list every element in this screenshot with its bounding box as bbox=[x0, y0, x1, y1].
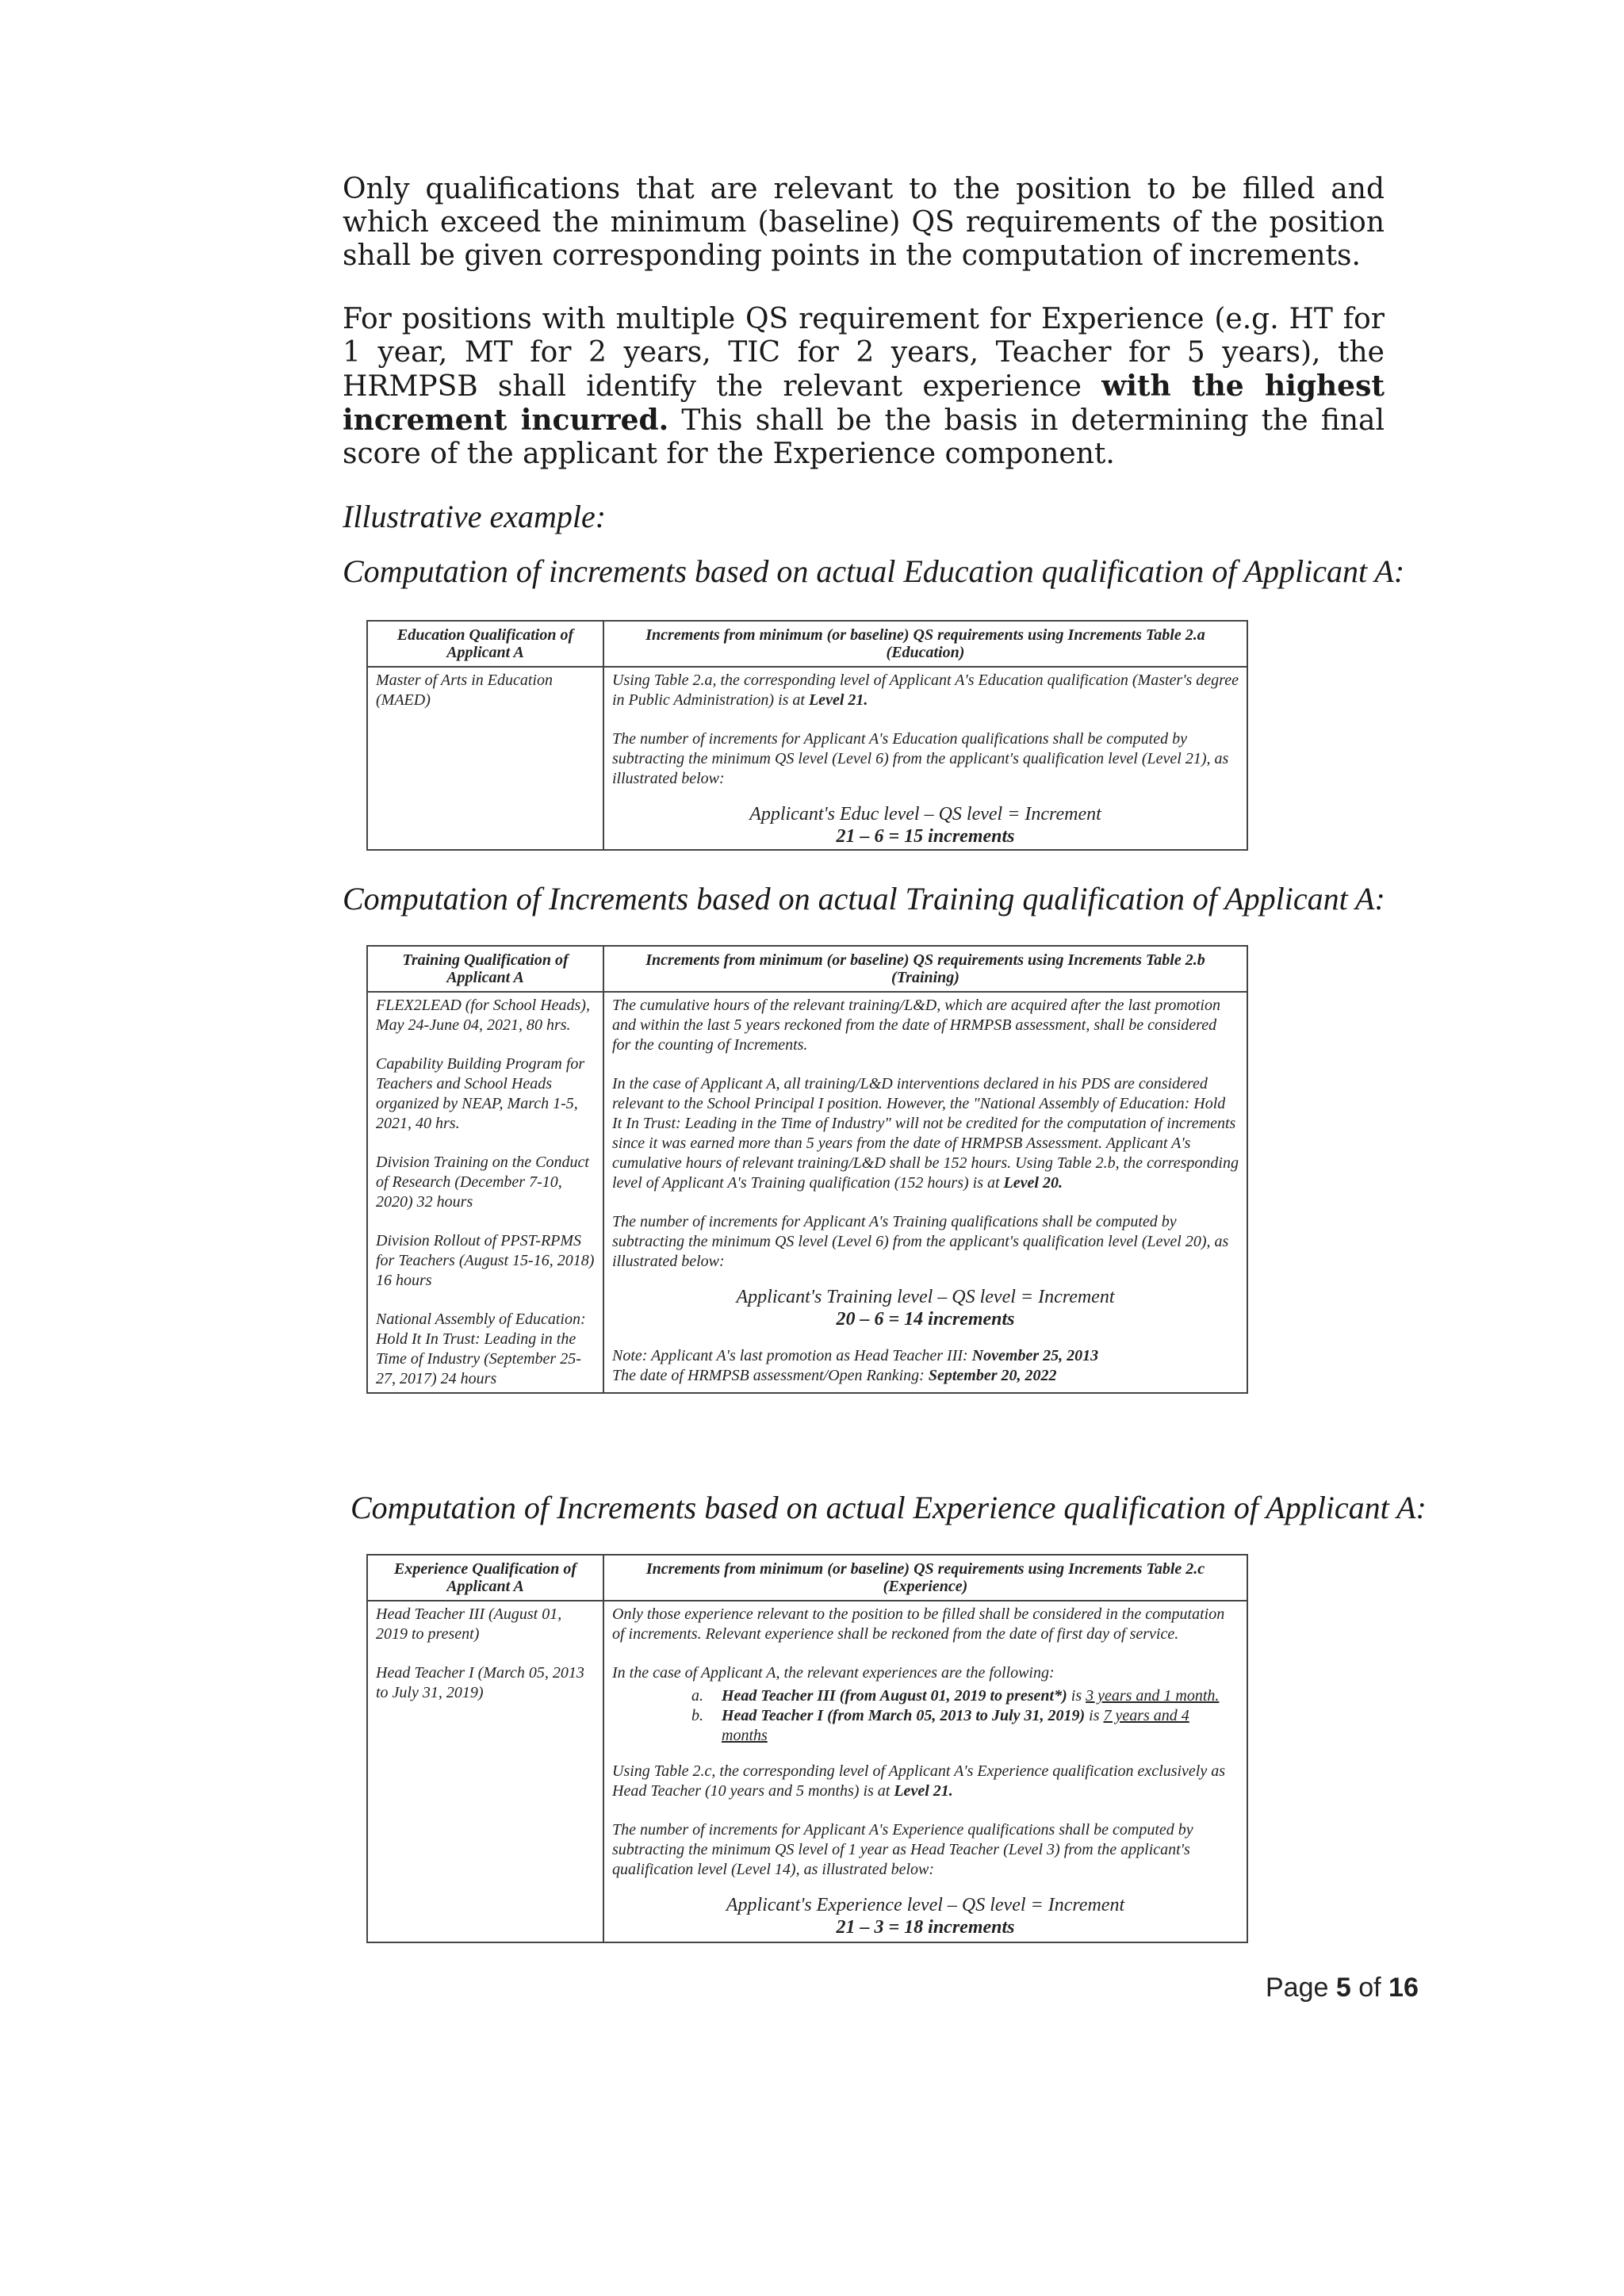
training-caption: Computation of Increments based on actual Training qualification of Applicant A: bbox=[343, 881, 1385, 916]
training-item: FLEX2LEAD (for School Heads), May 24-June 04, 2021, 80 hrs. bbox=[376, 997, 590, 1034]
education-header-right: Increments from minimum (or baseline) QS requirements using Increments Table 2.a (Education) bbox=[603, 621, 1247, 667]
experience-formula: Applicant's Experience level – QS level = Increment bbox=[726, 1895, 1125, 1915]
training-note bbox=[612, 1346, 1239, 1386]
experience-item-b-bold: Head Teacher I (from March 05, 2013 to July 31, 2019) bbox=[722, 1707, 1086, 1724]
page-number bbox=[1266, 1973, 1419, 2003]
paragraph-experience-text-1: For positions with multiple QS requirement for Experience (e.g. HT for 1 year, MT for 2 years, TIC for 2 years, Teacher for 5 years), the HRMPSB shall identify the relevant experience bbox=[343, 303, 1385, 403]
experience-item-b-is: is bbox=[1085, 1707, 1104, 1724]
education-computation-cell bbox=[603, 667, 1247, 850]
experience-header-left: Experience Qualification of Applicant A bbox=[367, 1555, 603, 1601]
education-formula: Applicant's Educ level – QS level = Increment bbox=[749, 804, 1101, 825]
paragraph-experience-bold: with the highest increment incurred. bbox=[343, 369, 1385, 437]
experience-increment-explanation: The number of increments for Applicant A's Experience qualifications shall be computed by subtracting the minimum QS level of 1 year as Head Teacher (Level 3) from the applicant's qualification level (Level 14), as illustrated below: bbox=[612, 1821, 1193, 1878]
training-header-left: Training Qualification of Applicant A bbox=[367, 946, 603, 992]
education-result: 21 – 6 = 15 increments bbox=[836, 826, 1015, 847]
training-result: 20 – 6 = 14 increments bbox=[836, 1309, 1015, 1330]
experience-list-item-a bbox=[707, 1686, 1239, 1706]
training-note-promotion-date: November 25, 2013 bbox=[971, 1347, 1099, 1364]
experience-table bbox=[366, 1554, 1248, 1943]
experience-item-a-bold: Head Teacher III (from August 01, 2019 to present*) bbox=[722, 1687, 1067, 1705]
experience-level-bold: Level 21. bbox=[894, 1782, 953, 1800]
education-level-text bbox=[612, 671, 1239, 710]
training-note-promotion-label: Note: Applicant A's last promotion as Head Teacher III: bbox=[612, 1347, 972, 1364]
intro-section bbox=[343, 173, 1385, 535]
experience-case-text: In the case of Applicant A, the relevant experiences are the following: bbox=[612, 1664, 1055, 1682]
training-header-right: Increments from minimum (or baseline) QS requirements using Increments Table 2.b (Training) bbox=[603, 946, 1247, 992]
training-note-assessment-date: September 20, 2022 bbox=[928, 1367, 1057, 1384]
training-note-assessment-label: The date of HRMPSB assessment/Open Ranking: bbox=[612, 1367, 929, 1384]
training-item: Division Rollout of PPST-RPMS for Teachers (August 15-16, 2018) 16 hours bbox=[376, 1232, 595, 1289]
page-current: 5 bbox=[1335, 1973, 1351, 2003]
training-case-text bbox=[612, 1074, 1239, 1193]
training-cumulative-hours-text: The cumulative hours of the relevant training/L&D, which are acquired after the last promotion and within the last 5 years reckoned from the date of HRMPSB assessment, shall be considered for the counting of Increments. bbox=[612, 997, 1220, 1054]
training-level-bold: Level 20. bbox=[1003, 1174, 1063, 1192]
education-header-left: Education Qualification of Applicant A bbox=[367, 621, 603, 667]
page-word: Page bbox=[1266, 1973, 1329, 2003]
training-computation-cell bbox=[603, 992, 1247, 1393]
experience-list-item-b bbox=[707, 1706, 1239, 1746]
experience-qualification-cell bbox=[367, 1601, 603, 1942]
education-level-desc: Using Table 2.a, the corresponding level of Applicant A's Education qualification (Master's degree in Public Administration) is at bbox=[612, 672, 1239, 709]
paragraph-experience-text-2: This shall be the basis in determining the final score of the applicant for the Experience component. bbox=[343, 404, 1385, 470]
experience-list bbox=[612, 1686, 1239, 1746]
experience-level-desc: Using Table 2.c, the corresponding level of Applicant A's Experience qualification exclusively as Head Teacher (10 years and 5 months) is at bbox=[612, 1762, 1226, 1800]
experience-caption: Computation of Increments based on actual Experience qualification of Applicant A: bbox=[350, 1490, 1427, 1525]
experience-level-text bbox=[612, 1762, 1239, 1801]
paragraph-experience-rule bbox=[343, 303, 1385, 471]
education-level-bold: Level 21. bbox=[808, 691, 868, 709]
training-item: Division Training on the Conduct of Research (December 7-10, 2020) 32 hours bbox=[376, 1154, 589, 1211]
education-table bbox=[366, 620, 1248, 851]
training-table bbox=[366, 945, 1248, 1394]
experience-item: Head Teacher I (March 05, 2013 to July 31, 2019) bbox=[376, 1664, 584, 1701]
experience-item-a-duration: 3 years and 1 month. bbox=[1086, 1687, 1220, 1705]
experience-item: Head Teacher III (August 01, 2019 to present) bbox=[376, 1605, 562, 1643]
experience-header-right: Increments from minimum (or baseline) QS requirements using Increments Table 2.c (Experience) bbox=[603, 1555, 1247, 1601]
experience-item-b-duration: 7 years and 4 months bbox=[722, 1707, 1189, 1744]
education-caption: Computation of increments based on actual Education qualification of Applicant A: bbox=[343, 553, 1405, 589]
training-item: Capability Building Program for Teachers and School Heads organized by NEAP, March 1-5, 2021, 40 hrs. bbox=[376, 1055, 585, 1132]
education-qualification: Master of Arts in Education (MAED) bbox=[376, 672, 553, 709]
education-qualification-cell bbox=[367, 667, 603, 850]
experience-relevance-text: Only those experience relevant to the position to be filled shall be considered in the computation of increments. Relevant experience shall be reckoned from the date of first day of service. bbox=[612, 1605, 1225, 1643]
experience-computation-cell bbox=[603, 1601, 1247, 1942]
training-increment-explanation: The number of increments for Applicant A's Training qualifications shall be computed by subtracting the minimum QS level (Level 6) from the applicant's qualification level (Level 20), as illustrated below: bbox=[612, 1213, 1229, 1270]
training-case-desc: In the case of Applicant A, all training/L&D interventions declared in his PDS are considered relevant to the School Principal I position. However, the "National Assembly of Education: Hold It In Trust: Leading in the Time of Industry" will not be credited for the computation of increments since it was earned more than 5 years from the date of HRMPSB Assessment. Applicant A's cumulative hours of relevant training/L&D shall be 152 hours. Using Table 2.b, the corresponding level of Applicant A's Training qualification (152 hours) is at bbox=[612, 1075, 1239, 1192]
paragraph-qualifications: Only qualifications that are relevant to the position to be filled and which exceed the minimum (baseline) QS requirements of the position shall be given corresponding points in the computation of increments. bbox=[343, 173, 1385, 272]
training-formula: Applicant's Training level – QS level = Increment bbox=[736, 1287, 1115, 1307]
education-increment-explanation: The number of increments for Applicant A's Education qualifications shall be computed by subtracting the minimum QS level (Level 6) from the applicant's qualification level (Level 21), as illustrated below: bbox=[612, 730, 1229, 787]
experience-item-a-is: is bbox=[1067, 1687, 1086, 1705]
training-item: National Assembly of Education: Hold It In Trust: Leading in the Time of Industry (September 25-27, 2017) 24 hours bbox=[376, 1311, 586, 1387]
illustrative-example-label: Illustrative example: bbox=[343, 499, 607, 534]
training-qualification-cell bbox=[367, 992, 603, 1393]
page-total: 16 bbox=[1388, 1973, 1419, 2003]
page-of-word: of bbox=[1358, 1973, 1381, 2003]
experience-result: 21 – 3 = 18 increments bbox=[836, 1917, 1015, 1938]
